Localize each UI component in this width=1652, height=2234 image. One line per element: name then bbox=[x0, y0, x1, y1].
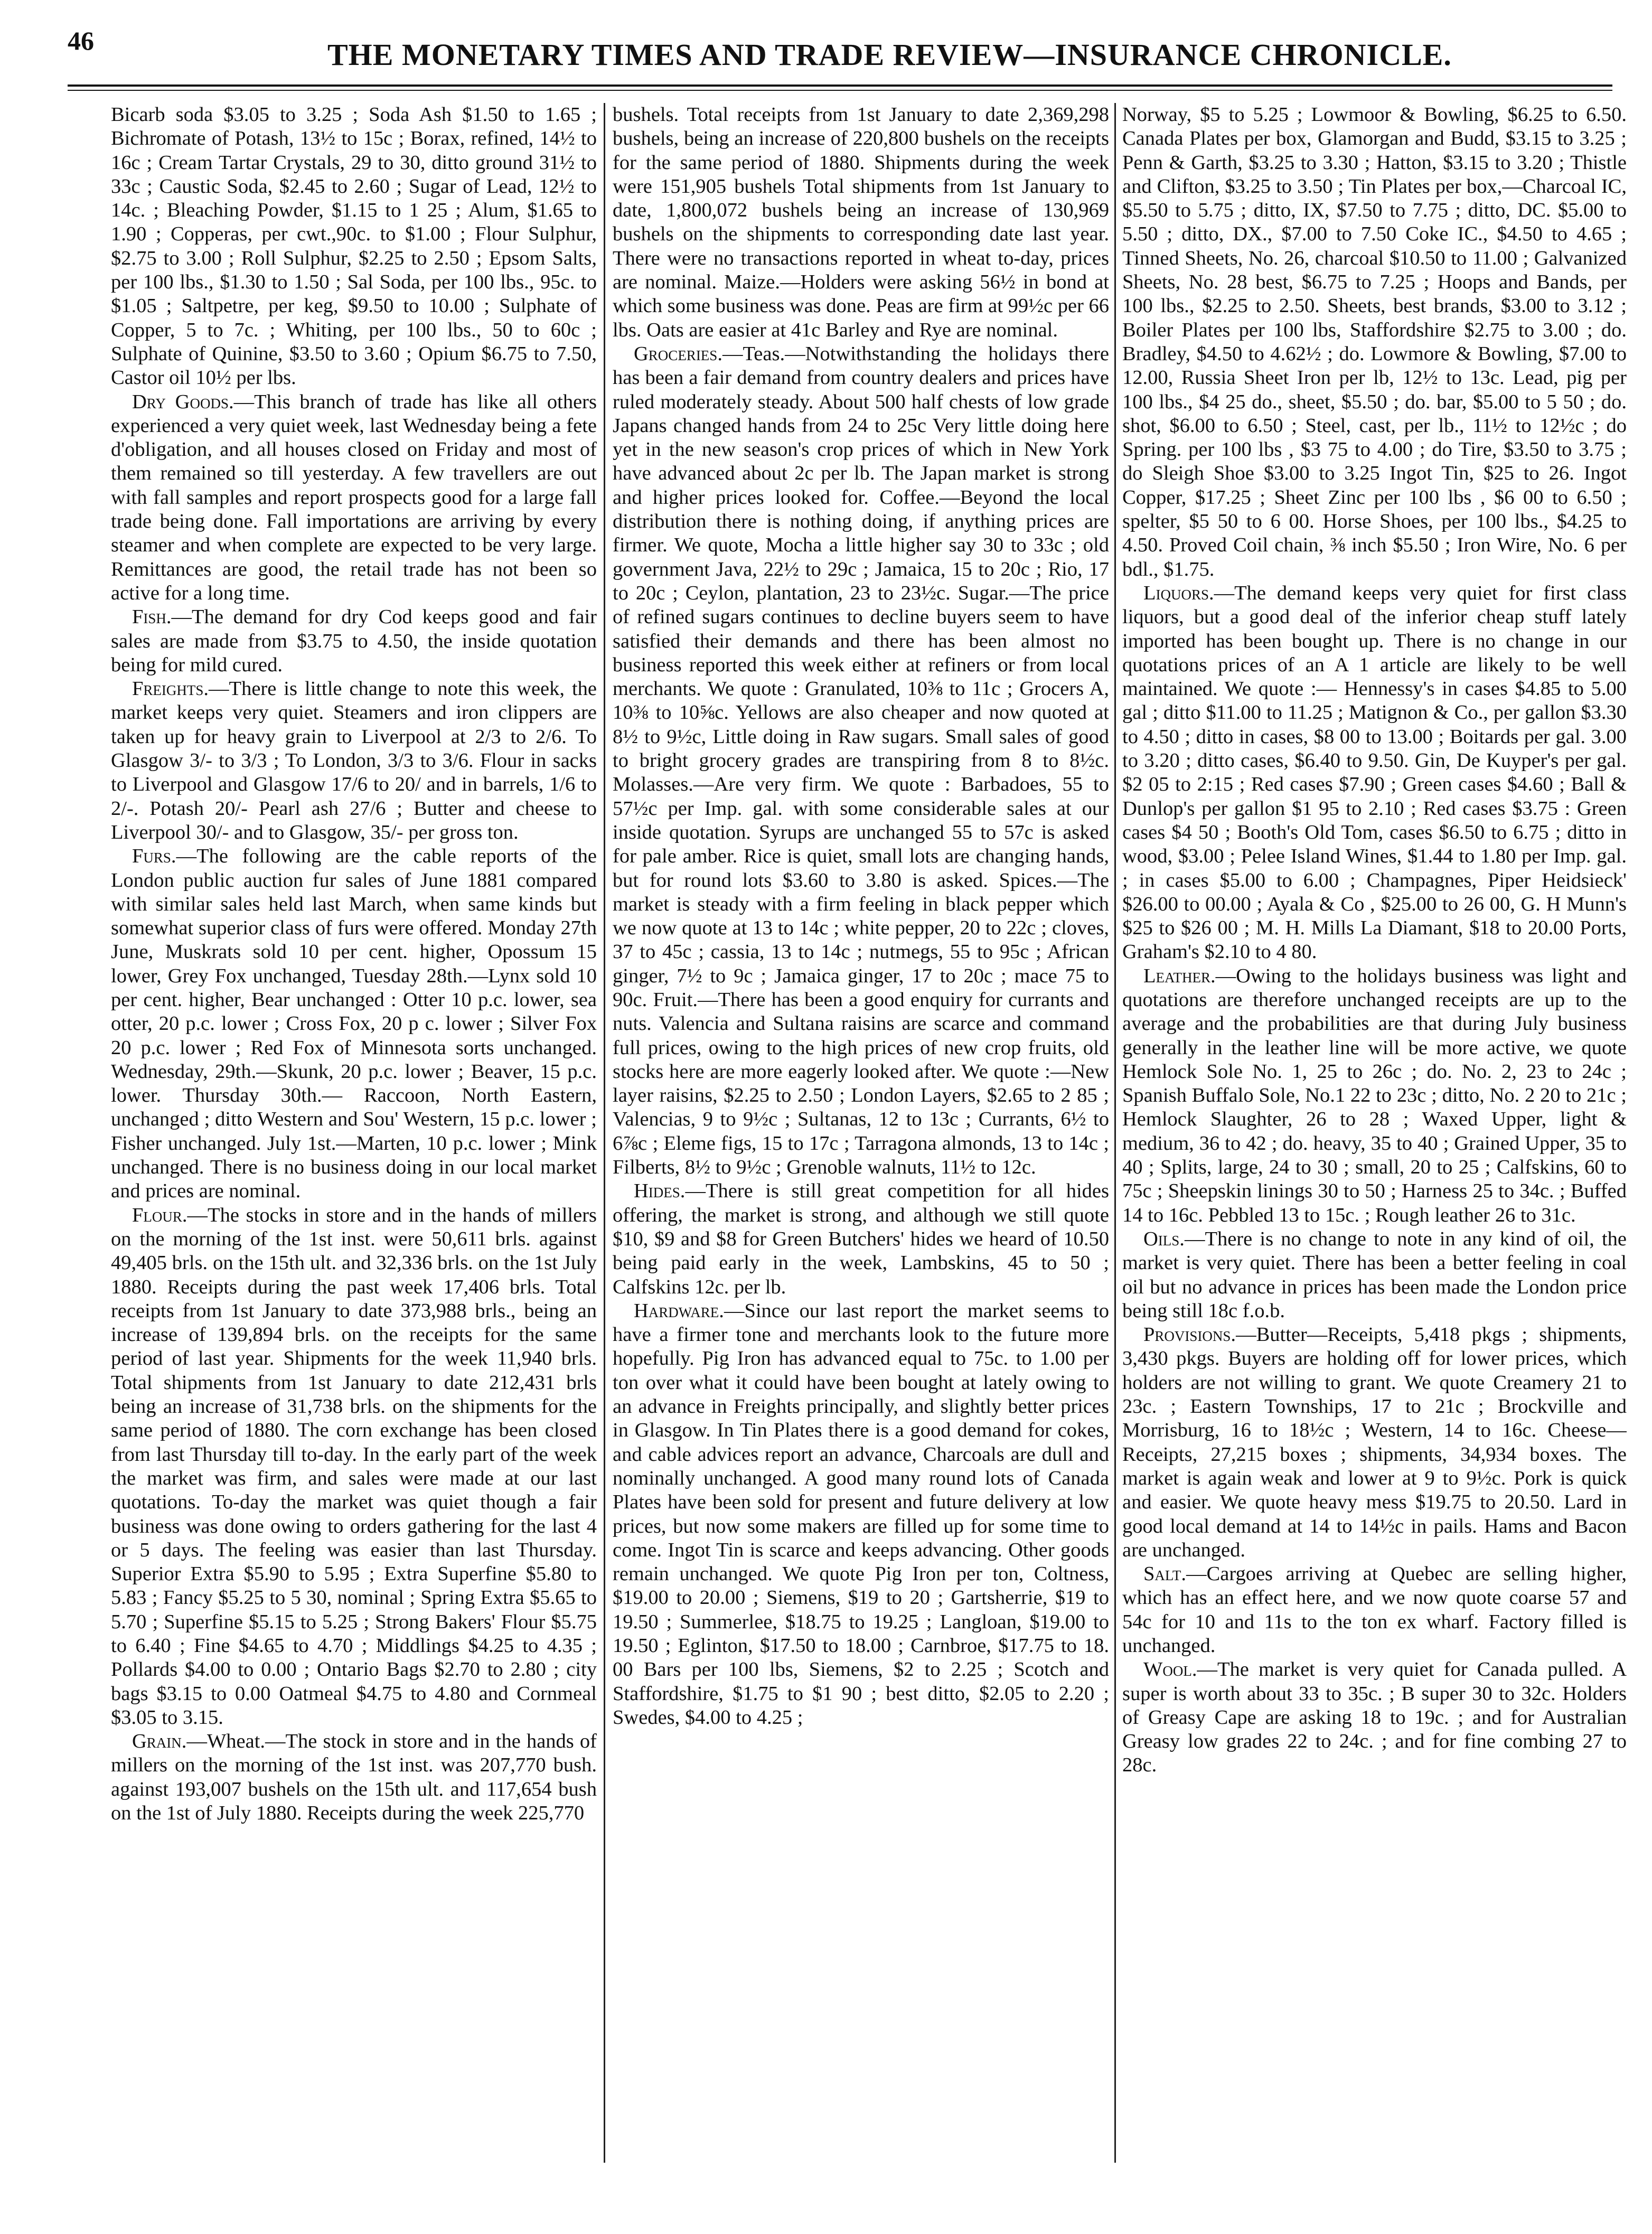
column-2 bbox=[613, 103, 1109, 2163]
article-paragraph bbox=[1122, 1562, 1627, 1658]
section-heading: Provisions. bbox=[1143, 1323, 1236, 1346]
paragraph-text: —Teas.—Notwithstanding the holidays there has been a fair demand from country dealers and prices have ruled moderately steady. About 500 half chests of low grade Japans changed hands from 24 to 25c Very little doing here yet in the new season's crop prices of which in New York have advanced about 2c per lb. The Japan market is strong and higher prices looked for. Coffee.—Beyond the local distribution there is nothing doing, if anything prices are firmer. We quote, Mocha a little higher say 30 to 33c ; old government Java, 22½ to 29c ; Jamaica, 15 to 20c ; Rio, 17 to 20c ; Ceylon, plantation, 23 to 23½c. Sugar.—The price of refined sugars continues to decline buyers seem to have satisfied their demands and there has been almost no business reported this week either at refiners or from local merchants. We quote : Granulated, 10⅜ to 11c ; Grocers A, 10⅜ to 10⅝c. Yellows are also cheaper and now quoted at 8½ to 9½c, Little doing in Raw sugars. Small sales of good to bright grocery grades are transpiring from 8 to 8½c. Molasses.—Are very firm. We quote : Barbadoes, 55 to 57½c per Imp. gal. with some considerable sales at our inside quotation. Syrups are unchanged 55 to 57c is asked for pale amber. Rice is quiet, small lots are changing hands, but for round lots $3.60 to 3.80 is asked. Spices.—The market is steady with a firm feeling in black pepper which we now quote at 13 to 14c ; white pepper, 20 to 22c ; cloves, 37 to 45c ; cassia, 13 to 14c ; nutmegs, 55 to 95c ; African ginger, 7½ to 9c ; Jamaica ginger, 17 to 20c ; mace 75 to 90c. Fruit.—There has been a good enquiry for currants and nuts. Valencia and Sultana raisins are scarce and command full prices, owing to the high prices of new crop fruits, old stocks here are more eagerly looked after. We quote :—New layer raisins, $2.25 to 2.50 ; London Layers, $2.65 to 2 85 ; Valencias, 9 to 9½c ; Sultanas, 12 to 13c ; Currants, 6½ to 6⅞c ; Eleme figs, 15 to 17c ; Tarragona almonds, 13 to 14c ; Filberts, 8½ to 9½c ; Grenoble walnuts, 11½ to 12c. bbox=[613, 342, 1109, 1179]
paragraph-text: —The market is very quiet for Canada pulled. A super is worth about 33 to 35c. ; B super 30 to 32c. Holders of Greasy Cape are asking 18 to 19c. ; and for Australian Greasy low grades 22 to 24c. ; and for fine combing 27 to 28c. bbox=[1122, 1658, 1627, 1777]
article-paragraph bbox=[1122, 103, 1627, 581]
column-rule-1 bbox=[604, 103, 605, 2163]
section-heading: Fish. bbox=[132, 606, 172, 628]
section-heading: Groceries. bbox=[634, 342, 722, 365]
section-heading: Salt. bbox=[1143, 1563, 1187, 1585]
section-heading: Liquors. bbox=[1143, 581, 1214, 604]
paragraph-text: —The demand keeps very quiet for first class liquors, but a good deal of the inferior cheap stuff lately imported has been bought up. There is no change in our quotations prices of an A 1 article are likely to be well maintained. We quote :— Hennessy's in cases $4.85 to 5.00 gal ; ditto $11.00 to 11.25 ; Matignon & Co., per gallon $3.30 to 4.50 ; ditto in cases, $8 00 to 13.00 ; Boitards per gal. 3.00 to 3.20 ; ditto cases, $6.40 to 9.50. Gin, De Kuyper's per gal. $2 05 to 2:15 ; Red cases $7.90 ; Green cases $4.60 ; Ball & Dunlop's per gallon $1 95 to 2.10 ; Red cases $3.75 : Green cases $4 50 ; Booth's Old Tom, cases $6.50 to 6.75 ; ditto in wood, $3.00 ; Pelee Island Wines, $1.44 to 1.80 per Imp. gal. ; in cases $5.00 to 6.00 ; Champagnes, Piper Heidsieck' $26.00 to 00.00 ; Ayala & Co , $25.00 to 26 00, G. H Munn's $25 to $26 00 ; M. H. Mills La Diamant, $18 to 20.00 Ports, Graham's $2.10 to 4 80. bbox=[1122, 581, 1627, 963]
article-paragraph bbox=[111, 390, 597, 606]
article-paragraph bbox=[613, 1299, 1109, 1730]
article-paragraph bbox=[111, 677, 597, 844]
article-paragraph bbox=[1122, 581, 1627, 964]
section-heading: Furs. bbox=[132, 845, 176, 868]
article-paragraph bbox=[111, 605, 597, 677]
paragraph-text: —Since our last report the market seems to have a firmer tone and merchants look to the future more hopefully. Pig Iron has advanced equal to 75c. to 1.00 per ton over what it could have been bought at lately owing to an advance in Freights principally, and slightly better prices in Glasgow. In Tin Plates there is a good demand for cokes, and cable advices report an advance, Charcoals are dull and nominally unchanged. A good many round lots of Canada Plates have been sold for present and future delivery at low prices, but now some makers are filled up for some time to come. Ingot Tin is scarce and keeps advancing. Other goods remain unchanged. We quote Pig Iron per ton, Coltness, $19.00 to 20.00 ; Siemens, $19 to 20 ; Gartsherrie, $19 to 19.50 ; Summerlee, $18.75 to 19.25 ; Langloan, $19.00 to 19.50 ; Eglinton, $17.50 to 18.00 ; Carnbroe, $17.75 to 18. 00 Bars per 100 lbs, Siemens, $2 to 2.25 ; Scotch and Staffordshire, $1.75 to $1 90 ; best ditto, $2.05 to 2.20 ; Swedes, $4.00 to 4.25 ; bbox=[613, 1299, 1109, 1729]
article-paragraph bbox=[1122, 964, 1627, 1227]
section-heading: Hides. bbox=[634, 1180, 686, 1203]
section-heading: Wool. bbox=[1143, 1658, 1197, 1681]
article-paragraph bbox=[1122, 1323, 1627, 1562]
section-heading: Dry Goods. bbox=[132, 390, 234, 413]
page-number: 46 bbox=[68, 26, 94, 55]
paragraph-text: —Wheat.—The stock in store and in the hands of millers on the morning of the 1st inst. was 207,770 bush. against 193,007 bushels on the 15th ult. and 117,654 bush on the 1st of July 1880. Receipts during the week 225,770 bbox=[111, 1730, 597, 1825]
column-3 bbox=[1122, 103, 1627, 2163]
paragraph-text: bushels. Total receipts from 1st January to date 2,369,298 bushels, being an increase of 220,800 bushels on the receipts for the same period of 1880. Shipments during the week were 151,905 bushels Total shipments from 1st January to date, 1,800,072 bushels being an increase of 130,969 bushels on the shipments to corresponding date last year. There were no transactions reported in wheat to-day, prices are nominal. Maize.—Holders were asking 56½ in bond at which some business was done. Peas are firm at 99½c per 66 lbs. Oats are easier at 41c Barley and Rye are nominal. bbox=[613, 104, 1109, 341]
article-paragraph bbox=[111, 844, 597, 1203]
article-paragraph bbox=[613, 103, 1109, 342]
section-heading: Flour. bbox=[132, 1204, 187, 1226]
section-heading: Freights. bbox=[132, 678, 209, 700]
section-heading: Hardware. bbox=[634, 1299, 724, 1322]
paragraph-text: —The following are the cable reports of the London public auction fur sales of June 1881 compared with similar sales held last March, when same kinds but somewhat superior class of furs were offered. Monday 27th June, Muskrats sold 10 per cent. higher, Opossum 15 lower, Grey Fox unchanged, Tuesday 28th.—Lynx sold 10 per cent. higher, Bear unchanged : Otter 10 p.c. lower, sea otter, 20 p.c. lower ; Cross Fox, 20 p c. lower ; Silver Fox 20 p.c. lower ; Red Fox of Minnesota sorts unchanged. Wednesday, 29th.—Skunk, 20 p.c. lower ; Beaver, 15 p.c. lower. Thursday 30th.— Raccoon, North Eastern, unchanged ; ditto Western and Sou' Western, 15 p.c. lower ; Fisher unchanged. July 1st.—Marten, 10 p.c. lower ; Mink unchanged. There is no business doing in our local market and prices are nominal. bbox=[111, 845, 597, 1203]
column-1 bbox=[111, 103, 597, 2163]
paragraph-text: Bicarb soda $3.05 to 3.25 ; Soda Ash $1.50 to 1.65 ; Bichromate of Potash, 13½ to 15c ; Borax, refined, 14½ to 16c ; Cream Tartar Crystals, 29 to 30, ditto ground 31½ to 33c ; Caustic Soda, $2.45 to 2.60 ; Sugar of Lead, 12½ to 14c. ; Bleaching Powder, $1.15 to 1 25 ; Alum, $1.65 to 1.90 ; Copperas, per cwt.,90c. to $1.00 ; Flour Sulphur, $2.75 to 3.00 ; Roll Sulphur, $2.25 to 2.50 ; Epsom Salts, per 100 lbs., $1.30 to 1.50 ; Sal Soda, per 100 lbs., 95c. to $1.05 ; Saltpetre, per keg, $9.50 to 10.00 ; Sulphate of Copper, 5 to 7c. ; Whiting, per 100 lbs., 50 to 60c ; Sulphate of Quinine, $3.50 to 3.60 ; Opium $6.75 to 7.50, Castor oil 10½ per lbs. bbox=[111, 104, 597, 389]
paragraph-text: —There is still great competition for all hides offering, the market is strong, and although we still quote $10, $9 and $8 for Green Butchers' hides we heard of 10.50 being paid early in the week, Lambskins, 45 to 50 ; Calfskins 12c. per lb. bbox=[613, 1180, 1109, 1298]
header-rule-secondary bbox=[68, 90, 1612, 91]
article-paragraph bbox=[111, 1730, 597, 1825]
section-heading: Leather. bbox=[1143, 964, 1216, 987]
paragraph-text: Norway, $5 to 5.25 ; Lowmoor & Bowling, $6.25 to 6.50. Canada Plates per box, Glamorgan and Budd, $3.15 to 3.25 ; Penn & Garth, $3.25 to 3.30 ; Hatton, $3.15 to 3.20 ; Thistle and Clifton, $3.25 to 3.50 ; Tin Plates per box,—Charcoal IC, $5.50 to 5.75 ; ditto, IX, $7.50 to 7.75 ; ditto, DC. $5.00 to 5.50 ; ditto, DX., $7.00 to 7.50 Coke IC., $4.50 to 4.65 ; Tinned Sheets, No. 26, charcoal $10.50 to 11.00 ; Galvanized Sheets, No. 28 best, $6.75 to 7.25 ; Hoops and Bands, per 100 lbs., $2.25 to 2.50. Sheets, best brands, $3.00 to 3.12 ; Boiler Plates per 100 lbs, Staffordshire $2.75 to 3.00 ; do. Bradley, $4.50 to 4.62½ ; do. Lowmore & Bowling, $7.00 to 12.00, Russia Sheet Iron per lb, 12½ to 13c. Lead, pig per 100 lbs., $4 25 do., sheet, $5.50 ; do. bar, $5.00 to 5 50 ; do. shot, $6.00 to 6.50 ; Steel, cast, per lb., 11½ to 12½c ; do Spring. per 100 lbs , $3 75 to 4.00 ; do Tire, $3.50 to 3.75 ; do Sleigh Shoe $3.00 to 3.25 Ingot Tin, $25 to 26. Ingot Copper, $17.25 ; Sheet Zinc per 100 lbs , $6 00 to 6.50 ; spelter, $5 50 to 6 00. Horse Shoes, per 100 lbs., $4.25 to 4.50. Proved Coil chain, ⅜ inch $5.50 ; Iron Wire, No. 6 per bdl., $1.75. bbox=[1122, 104, 1627, 580]
paragraph-text: —Cargoes arriving at Quebec are selling higher, which has an effect here, and we now quote coarse 57 and 54c for 10 and 11s to the ton ex wharf. Factory filled is unchanged. bbox=[1122, 1563, 1627, 1657]
section-heading: Oils. bbox=[1143, 1227, 1185, 1250]
paragraph-text: —Owing to the holidays business was light and quotations are therefore unchanged receipts are up to the average and the probabilities are that during July business generally in the leather line will be more active, we quote Hemlock Sole No. 1, 25 to 26c ; do. No. 2, 23 to 24c ; Spanish Buffalo Sole, No.1 22 to 23c ; ditto, No. 2 20 to 21c ; Hemlock Slaughter, 26 to 28 ; Waxed Upper, light & medium, 36 to 42 ; do. heavy, 35 to 40 ; Grained Upper, 35 to 40 ; Splits, large, 24 to 30 ; small, 20 to 25 ; Calfskins, 60 to 75c ; Sheepskin linings 30 to 50 ; Harness 25 to 34c. ; Buffed 14 to 16c. Pebbled 13 to 15c. ; Rough leather 26 to 31c. bbox=[1122, 964, 1627, 1226]
column-rule-2 bbox=[1114, 103, 1116, 2163]
section-heading: Grain. bbox=[132, 1730, 187, 1753]
paragraph-text: —This branch of trade has like all others experienced a very quiet week, last Wednesday being a fete d'obligation, and all houses closed on Friday and most of them remained so till yesterday. A few travellers are out with fall samples and report prospects good for a large fall trade being done. Fall importations are arriving by every steamer and when complete are expected to be very large. Remittances are good, the retail trade has not been so active for a long time. bbox=[111, 390, 597, 604]
article-paragraph bbox=[111, 1204, 597, 1730]
article-paragraph bbox=[1122, 1658, 1627, 1777]
paragraph-text: —The demand for dry Cod keeps good and fair sales are made from $3.75 to 4.50, the inside quotation being for mild cured. bbox=[111, 606, 597, 676]
article-paragraph bbox=[613, 1179, 1109, 1299]
paragraph-text: —There is no change to note in any kind of oil, the market is very quiet. There has been a better feeling in coal oil but no advance in prices has been made the London price being still 18c f.o.b. bbox=[1122, 1227, 1627, 1322]
article-paragraph bbox=[613, 342, 1109, 1179]
paragraph-text: —There is little change to note this week, the market keeps very quiet. Steamers and iron clippers are taken up for heavy grain to Liverpool at 2/3 to 2/6. To Glasgow 3/- to 3/3 ; To London, 3/3 to 3/6. Flour in sacks to Liverpool and Glasgow 17/6 to 20/ and in barrels, 1/6 to 2/-. Potash 20/- Pearl ash 27/6 ; Butter and cheese to Liverpool 30/- and to Glasgow, 35/- per gross ton. bbox=[111, 678, 597, 843]
header-rule bbox=[68, 85, 1612, 87]
article-paragraph bbox=[1122, 1227, 1627, 1323]
article-paragraph bbox=[111, 103, 597, 390]
running-head-title: THE MONETARY TIMES AND TRADE REVIEW—INSURANCE CHRONICLE. bbox=[327, 37, 1452, 72]
paragraph-text: —The stocks in store and in the hands of millers on the morning of the 1st inst. were 50,611 brls. against 49,405 brls. on the 15th ult. and 32,336 brls. on the 1st July 1880. Receipts during the past week 17,406 brls. Total receipts from 1st January to date 373,988 brls., being an increase of 139,894 brls. on the receipts for the same period of last year. Shipments for the week 11,940 brls. Total shipments from 1st January to date 212,431 brls being an increase of 31,738 brls. on the shipments for the same period of 1880. The corn exchange has been closed from last Thursday till to-day. In the early part of the week the market was firm, and sales were made at our last quotations. To-day the market was quiet though a fair business was done owing to orders gathering for the last 4 or 5 days. The feeling was easier than last Thursday. Superior Extra $5.90 to 5.95 ; Extra Superfine $5.80 to 5.83 ; Fancy $5.25 to 5 30, nominal ; Spring Extra $5.65 to 5.70 ; Superfine $5.15 to 5.25 ; Strong Bakers' Flour $5.75 to 6.40 ; Fine $4.65 to 4.70 ; Middlings $4.25 to 4.35 ; Pollards $4.00 to 0.00 ; Ontario Bags $2.70 to 2.80 ; city bags $3.15 to 0.00 Oatmeal $4.75 to 4.80 and Cornmeal $3.05 to 3.15. bbox=[111, 1204, 597, 1729]
paragraph-text: —Butter—Receipts, 5,418 pkgs ; shipments, 3,430 pkgs. Buyers are holding off for lower prices, which holders are not willing to grant. We quote Creamery 21 to 23c. ; Eastern Townships, 17 to 21c ; Brockville and Morrisburg, 16 to 18½c ; Western, 14 to 16c. Cheese—Receipts, 27,215 boxes ; shipments, 34,934 boxes. The market is again weak and lower at 9 to 9½c. Pork is quick and easier. We quote heavy mess $19.75 to 20.50. Lard in good local demand at 14 to 14½c in pails. Hams and Bacon are unchanged. bbox=[1122, 1323, 1627, 1561]
